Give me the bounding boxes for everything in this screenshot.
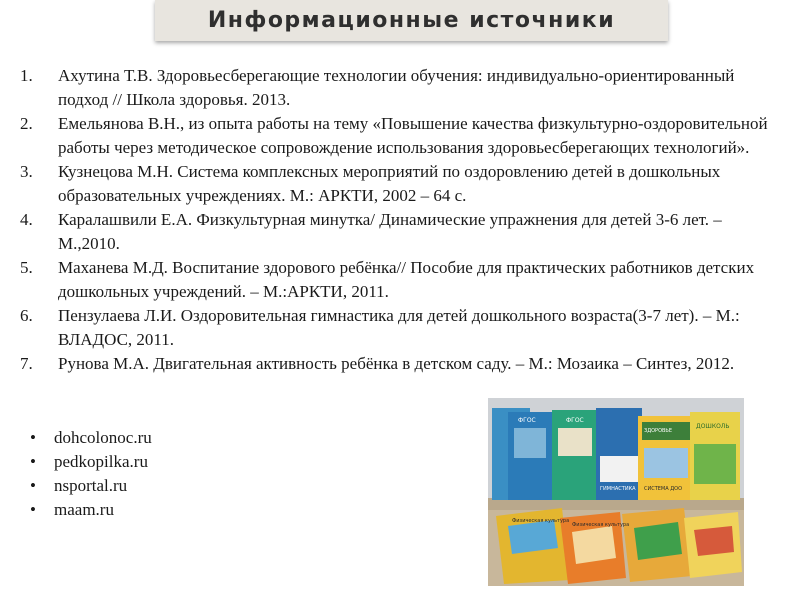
book-label: ЗДОРОВЬЕ bbox=[644, 428, 673, 434]
bullet-icon: • bbox=[30, 476, 36, 495]
reference-text: Маханева М.Д. Воспитание здорового ребёнка// Пособие для практических работников детских дошкольных учреждений. – М.:АРКТИ, 2011. bbox=[58, 258, 755, 301]
reference-text: Рунова М.А. Двигательная активность ребёнка в детском саду. – М.: Мозаика – Синтез, 2012. bbox=[58, 354, 735, 373]
reference-number: 5. bbox=[20, 258, 33, 277]
link-item bbox=[30, 450, 152, 474]
book-label: СИСТЕМА ДОО bbox=[644, 486, 683, 492]
book-label: ФГОС bbox=[566, 417, 584, 424]
link-text: dohcolonoc.ru bbox=[54, 428, 152, 447]
reference-number: 2. bbox=[20, 114, 33, 133]
book-label: ФГОС bbox=[518, 417, 536, 424]
reference-number: 6. bbox=[20, 306, 33, 325]
link-text: pedkopilka.ru bbox=[54, 452, 148, 471]
book-label: ДОШКОЛЬ bbox=[696, 423, 730, 430]
reference-text: Ахутина Т.В. Здоровьесберегающие технологии обучения: индивидуально-ориентированный подход // Школа здоровья. 2013. bbox=[58, 66, 735, 109]
reference-item bbox=[20, 64, 780, 112]
book-label: ГИМНАСТИКА bbox=[600, 486, 636, 492]
link-item bbox=[30, 426, 152, 450]
link-item bbox=[30, 474, 152, 498]
title-banner bbox=[155, 0, 668, 41]
links-list bbox=[30, 426, 152, 522]
link-item bbox=[30, 498, 152, 522]
reference-text: Каралашвили Е.А. Физкультурная минутка/ Динамические упражнения для детей 3-6 лет. – М.,2010. bbox=[58, 210, 722, 253]
book-label: Физическая культура bbox=[572, 522, 630, 528]
link-text: maam.ru bbox=[54, 500, 114, 519]
book-label: Физическая культура bbox=[512, 518, 570, 524]
bullet-icon: • bbox=[30, 500, 36, 519]
reference-item bbox=[20, 304, 780, 352]
reference-item bbox=[20, 208, 780, 256]
reference-text: Емельянова В.Н., из опыта работы на тему «Повышение качества физкультурно-оздоровительной работы через методическое сопровождение использования здоровьесберегающих технологий». bbox=[58, 114, 768, 157]
bullet-icon: • bbox=[30, 452, 36, 471]
reference-item bbox=[20, 352, 780, 376]
reference-item bbox=[20, 160, 780, 208]
books-photo bbox=[488, 398, 744, 586]
reference-text: Пензулаева Л.И. Оздоровительная гимнастика для детей дошкольного возраста(3-7 лет). – М.: ВЛАДОС, 2011. bbox=[58, 306, 740, 349]
reference-number: 4. bbox=[20, 210, 33, 229]
references-list bbox=[20, 64, 780, 376]
page-title: Информационные источники bbox=[207, 8, 616, 33]
reference-number: 3. bbox=[20, 162, 33, 181]
bullet-icon: • bbox=[30, 428, 36, 447]
reference-number: 7. bbox=[20, 354, 33, 373]
reference-item bbox=[20, 112, 780, 160]
reference-text: Кузнецова М.Н. Система комплексных мероприятий по оздоровлению детей в дошкольных образовательных учреждениях. М.: АРКТИ, 2002 – 64 с. bbox=[58, 162, 721, 205]
link-text: nsportal.ru bbox=[54, 476, 128, 495]
reference-item bbox=[20, 256, 780, 304]
reference-number: 1. bbox=[20, 66, 33, 85]
